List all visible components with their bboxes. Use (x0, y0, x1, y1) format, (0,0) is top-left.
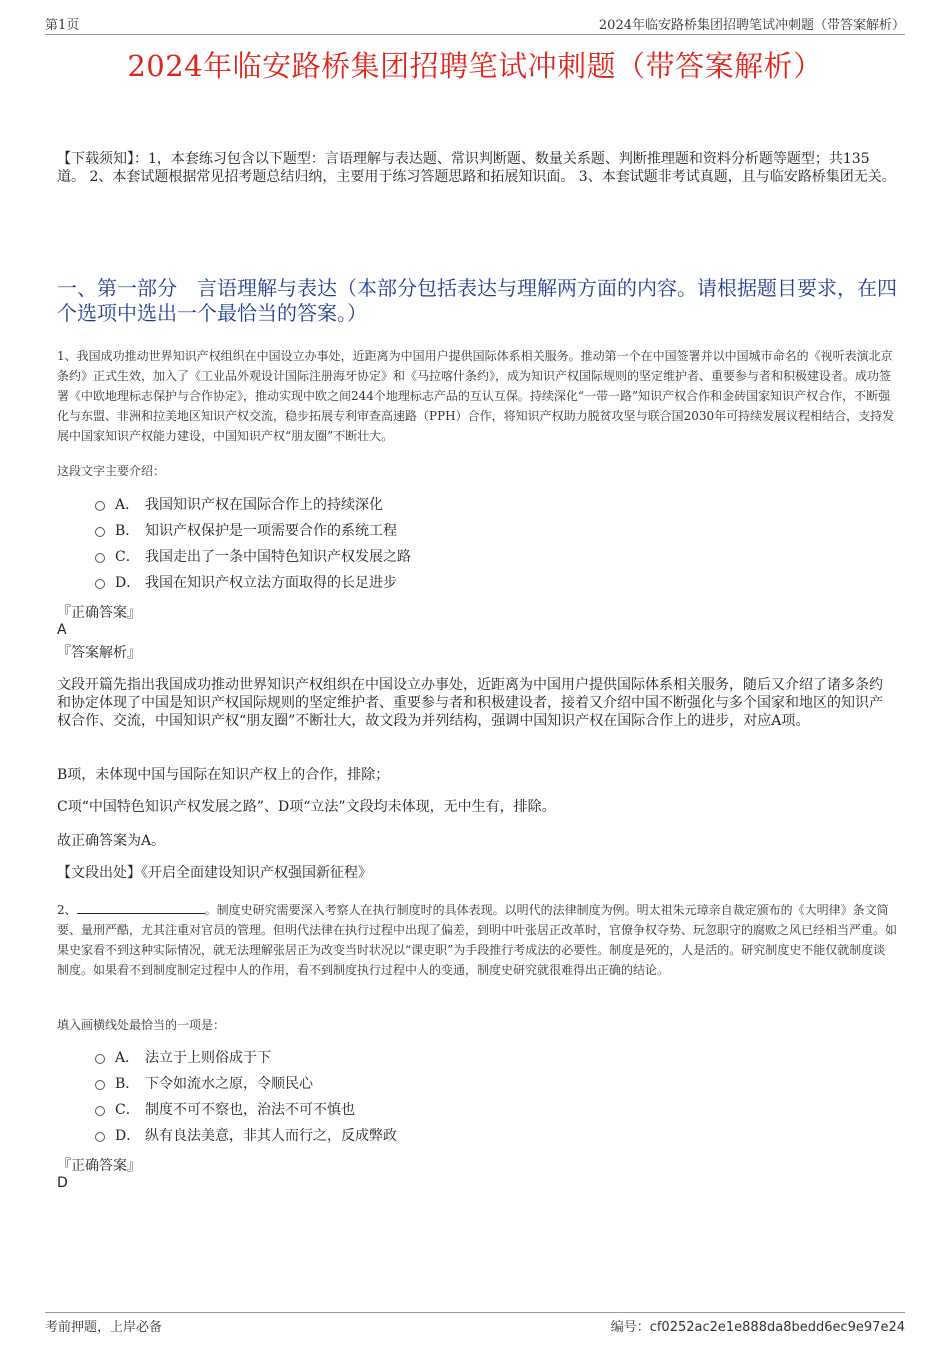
document-code: 编号：cf0252ac2e1e888da8bedd6ec9e97e24 (610, 1320, 905, 1335)
radio-icon[interactable] (95, 501, 105, 511)
question-2-text: 2、 。制度史研究需要深入考察人在执行制度时的具体表现。以明代的法律制度为例。明太祖朱元璋亲自裁定颁布的《大明律》条文简要、量刑严酷，尤其注重对官员的管理。但明代法律在执行过程中出现了偏差，到明中叶张居正改革时，官僚争权夺势、玩忽职守的腐败之风已经相当严重。如果史家看不到这种实际情况，就无法理解张居正为改变当时状况以“课吏职”为手段推行考成法的必要性。制度是死的，人是活的。研究制度史不能仅就制度谈制度。如果看不到制度制定过程中人的作用，看不到制度执行过程中人的变通，制度史研究就很难得出正确的结论。 (57, 903, 898, 977)
section-heading: 一、第一部分 言语理解与表达（本部分包括表达与理解两方面的内容。请根据题目要求，在四个选项中选出一个最恰当的答案。） (57, 276, 897, 325)
correct-answer: D (57, 1175, 68, 1191)
download-notice: 【下载须知】：1，本套练习包含以下题型：言语理解与表达题、常识判断题、数量关系题、判断推理题和资料分析题等题型；共135道。 2、本套试题根据常见招考题总结归纳，主要用于练习答题思路和拓展知识面。 3、本套试题非考试真题，且与临安路桥集团无关。 (57, 151, 896, 185)
radio-icon[interactable] (95, 1106, 105, 1116)
radio-icon[interactable] (95, 579, 105, 589)
analysis-paragraph-2: B项，未体现中国与国际在知识产权上的合作，排除； (57, 767, 390, 783)
analysis-paragraph-1: 文段开篇先指出我国成功推动世界知识产权组织在中国设立办事处，近距离为中国用户提供国际体系相关服务，随后又介绍了诸多条约和协定体现了中国是知识产权国际规则的坚定维护者、重要参与者和积极建设者，接着又介绍中国不断强化与多个国家和地区的知识产权合作、交流，中国知识产权“朋友圈”不断壮大，故文段为并列结构，强调中国知识产权在国际合作上的进步，对应A项。 (57, 677, 883, 729)
option-d[interactable]: D． 我国在知识产权立法方面取得的长足进步 (95, 570, 411, 596)
question-1-prompt: 这段文字主要介绍： (57, 464, 166, 478)
option-a[interactable]: A． 我国知识产权在国际合作上的持续深化 (95, 492, 411, 518)
analysis-paragraph-3: C项“中国特色知识产权发展之路”、D项“立法”文段均未体现，无中生有，排除。 (57, 799, 556, 815)
option-c[interactable]: C． 我国走出了一条中国特色知识产权发展之路 (95, 544, 411, 570)
analysis-paragraph-4: 故正确答案为A。 (57, 833, 166, 849)
radio-icon[interactable] (95, 1132, 105, 1142)
option-b[interactable]: B． 下令如流水之原，令顺民心 (95, 1071, 397, 1097)
option-c[interactable]: C． 制度不可不察也，治法不可不慎也 (95, 1097, 397, 1123)
radio-icon[interactable] (95, 553, 105, 563)
text-source: 【文段出处】《开启全面建设知识产权强国新征程》 (57, 865, 372, 881)
analysis-label: 『答案解析』 (57, 645, 141, 661)
page-header (45, 14, 905, 35)
correct-answer-label: 『正确答案』 (57, 1158, 141, 1174)
radio-icon[interactable] (95, 1080, 105, 1090)
correct-answer-label: 『正确答案』 (57, 605, 141, 621)
document-title: 2024年临安路桥集团招聘笔试冲刺题（带答案解析） (127, 49, 823, 83)
correct-answer: A (57, 622, 67, 638)
answer-blank (77, 901, 205, 914)
page-number: 第1页 (45, 18, 80, 33)
question-1-options (95, 492, 411, 596)
question-2-options (95, 1045, 397, 1149)
option-b[interactable]: B． 知识产权保护是一项需要合作的系统工程 (95, 518, 411, 544)
option-a[interactable]: A． 法立于上则俗成于下 (95, 1045, 397, 1071)
footer-slogan: 考前押题，上岸必备 (45, 1320, 163, 1335)
radio-icon[interactable] (95, 1054, 105, 1064)
question-2-prompt: 填入画横线处最恰当的一项是： (57, 1018, 226, 1032)
question-1-text: 1、我国成功推动世界知识产权组织在中国设立办事处，近距离为中国用户提供国际体系相关服务。推动第一个在中国签署并以中国城市命名的《视听表演北京条约》正式生效，加入了《工业品外观设计国际注册海牙协定》和《马拉喀什条约》，成为知识产权国际规则的坚定维护者、重要参与者和积极建设者。成功签署《中欧地理标志保护与合作协定》，推动实现中欧之间244个地理标志产品的互认互保。持续深化“一带一路”知识产权合作和金砖国家知识产权合作，不断强化与东盟、非洲和拉美地区知识产权交流，稳步拓展专利审查高速路（PPH）合作，将知识产权助力脱贫攻坚与联合国2030年可持续发展议程相结合，支持发展中国家知识产权能力建设，中国知识产权“朋友圈”不断壮大。 (57, 349, 895, 443)
option-d[interactable]: D． 纵有良法美意，非其人而行之，反成弊政 (95, 1123, 397, 1149)
page-footer (45, 1312, 905, 1335)
radio-icon[interactable] (95, 527, 105, 537)
header-doc-title: 2024年临安路桥集团招聘笔试冲刺题（带答案解析） (598, 18, 905, 33)
